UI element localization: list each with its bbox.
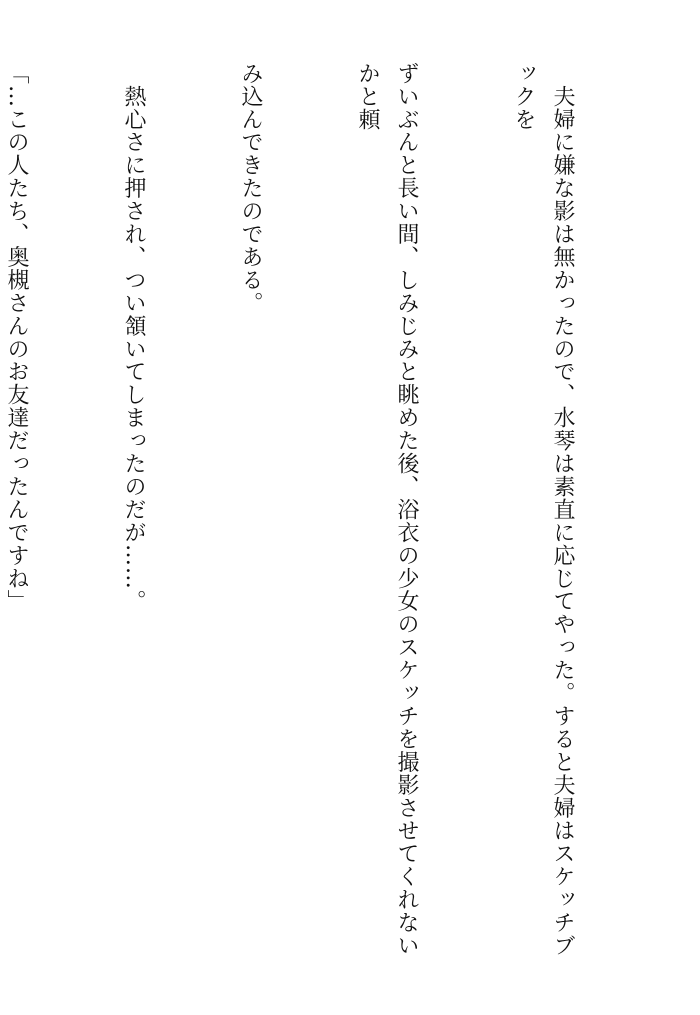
text-line: み込んできたのである。 — [238, 62, 263, 315]
text-line: 熱心さに押され、つい頷いてしまったのだが……。 — [121, 62, 146, 613]
text-line: 「…この人たち、奥槻さんのお友達だったんですね」 — [4, 62, 29, 613]
vertical-text-block — [4, 62, 660, 972]
text-line: 夫婦に嫌な影は無かったので、水琴は素直に応じてやった。すると夫婦はスケッチブックを — [511, 62, 575, 958]
text-line: ずいぶんと長い間、しみじみと眺めた後、浴衣の少女のスケッチを撮影させてくれないかと頼 — [355, 62, 419, 958]
